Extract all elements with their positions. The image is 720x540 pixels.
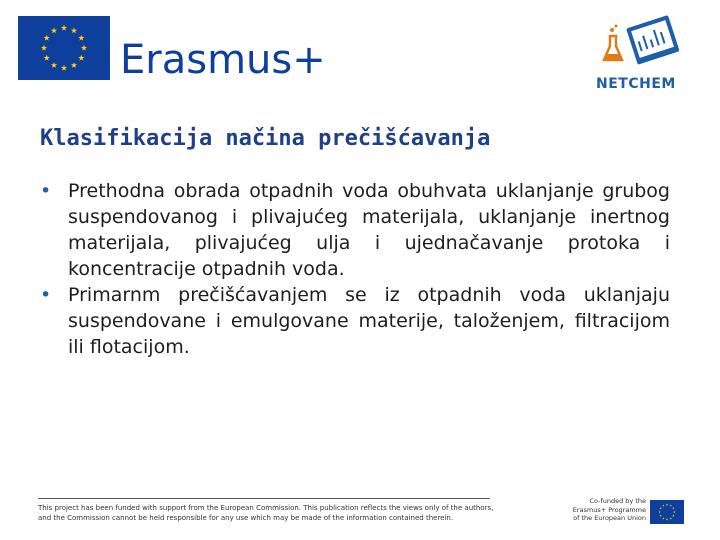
erasmus-plus-logo: Erasmus+ <box>120 37 326 83</box>
slide-title: Klasifikacija načina prečišćavanja <box>40 126 491 151</box>
footer-disclaimer: This project has been funded with support from the European Commission. This publication reflects the views only of the authors, and the Commission cannot be held responsible for any use which may be made of the information contained therein. <box>38 504 494 522</box>
bullet-item: • Prethodna obrada otpadnih voda obuhvata uklanjanje grubog suspendovanog i plivajućeg materijala, uklanjanje inertnog materijala, plivajućeg ulja i ujednačavanje protoka i koncentracije otpadnih voda. <box>40 178 670 282</box>
eu-flag-small-icon <box>650 500 684 524</box>
cofunded-text: Co-funded by the Erasmus+ Programme of the European Union <box>572 497 646 522</box>
footer-divider <box>38 498 490 499</box>
netchem-logo-text: NETCHEM <box>596 76 676 92</box>
bullet-item: • Primarnm prečišćavanjem se iz otpadnih voda uklanjaju suspendovane i emulgovane materije, taloženjem, filtracijom ili flotacijom. <box>40 282 670 360</box>
bullet-list <box>40 178 670 360</box>
eu-flag-icon <box>18 16 110 80</box>
